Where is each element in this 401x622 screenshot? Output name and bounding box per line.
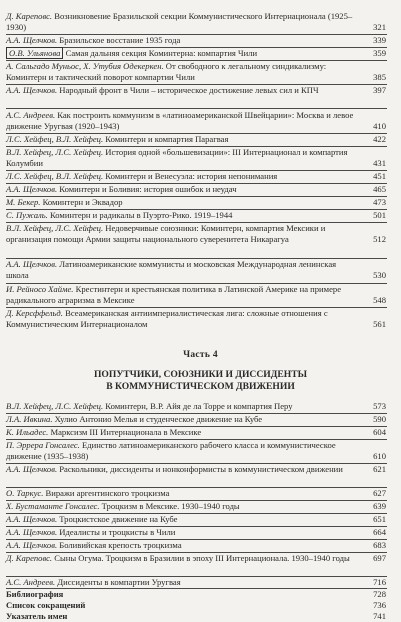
- entry-page: 548: [373, 295, 386, 306]
- toc-entry: [6, 171, 386, 182]
- entry-page: 422: [373, 134, 386, 144]
- entry-page: 573: [373, 401, 386, 411]
- entry-page: 736: [373, 600, 386, 610]
- toc-entry-bibliography: [6, 589, 386, 600]
- entry-title: Коминтерн и Венесуэла: история непонимания: [105, 171, 278, 181]
- entry-author: О.В. Ульянова: [6, 47, 63, 59]
- toc-entry: [6, 197, 386, 208]
- entry-page: 385: [373, 72, 386, 83]
- entry-page: 512: [373, 234, 386, 245]
- entry-author: Л.А. Ивкина.: [6, 414, 53, 424]
- entry-page: 590: [373, 414, 386, 424]
- toc-entry: [6, 223, 386, 245]
- entry-title: Как построить коммунизм в «латиноамериканской Швейцарии»: Москва и левое движение Уругвая (1920–1943): [6, 110, 354, 132]
- entry-title: Идеалисты и троцкисты в Чили: [59, 527, 176, 537]
- toc-entry: [6, 259, 386, 281]
- entry-author: С. Пужаль.: [6, 210, 48, 220]
- entry-author: Л.С. Хейфец, В.Л. Хейфец.: [6, 134, 104, 144]
- entry-author: И. Рейносо Хайме.: [6, 284, 74, 294]
- toc-entry: [6, 147, 386, 169]
- toc-entry: [6, 184, 386, 195]
- entry-title: Коминтерн и компартия Парагвая: [105, 134, 229, 144]
- toc-entry: [6, 553, 386, 564]
- entry-page: 473: [373, 197, 386, 207]
- entry-page: 651: [373, 514, 386, 524]
- toc-entry: [6, 464, 386, 475]
- entry-page: 683: [373, 540, 386, 550]
- toc-entry: [6, 414, 386, 425]
- entry-author: Д. Керсффельд.: [6, 308, 63, 318]
- entry-author: В.Л. Хейфец, Л.С. Хейфец.: [6, 223, 104, 233]
- entry-author: А.С. Андреев.: [6, 577, 56, 587]
- entry-title: Крестинтерн и крестьянская политика в Латинской Америке на примере радикального аграризма в Мексике: [6, 284, 342, 306]
- toc-entry: [6, 401, 386, 412]
- toc-entry: [6, 85, 386, 96]
- entry-title: Бразильское восстание 1935 года: [59, 35, 181, 45]
- entry-page: 728: [373, 589, 386, 599]
- part-title-line2: В КОММУНИСТИЧЕСКОМ ДВИЖЕНИИ: [106, 381, 295, 392]
- toc-entry: [6, 514, 386, 525]
- toc-entry: [6, 308, 386, 330]
- entry-author: В.Л. Хейфец, Л.С. Хейфец.: [6, 147, 104, 157]
- entry-title: Боливийская крепость троцкизма: [59, 540, 182, 550]
- entry-author: А.С. Андреев.: [6, 110, 56, 120]
- toc-entry: [6, 501, 386, 512]
- entry-title: Коминтерн, В.Р. Айя де ла Торре и компартия Перу: [105, 401, 293, 411]
- entry-title: Недоверчивые союзники: Коминтерн, компартия Мексики и организация помощи Армии защиты национального суверенитета Никарагуа: [6, 223, 326, 245]
- entry-page: 610: [373, 451, 386, 462]
- entry-page: 431: [373, 158, 386, 169]
- entry-author: Л.С. Хейфец, В.Л. Хейфец.: [6, 171, 104, 181]
- divider: [6, 108, 387, 109]
- toc-entry: [6, 61, 386, 83]
- toc-entry: [6, 527, 386, 538]
- entry-page: 621: [373, 464, 386, 474]
- entry-author: А.А. Щелчков.: [6, 514, 58, 524]
- entry-title: Диссиденты в компартии Уругвая: [57, 577, 181, 587]
- toc-entry: [6, 440, 386, 462]
- entry-page: 465: [373, 184, 386, 194]
- toc-entry: [6, 540, 386, 551]
- entry-author: А.А. Щелчков.: [6, 259, 58, 269]
- entry-author: А.А. Щелчков.: [6, 85, 58, 95]
- part-heading: Часть 4: [183, 350, 218, 360]
- toc-entry: [6, 488, 386, 499]
- toc-entry-name-index: [6, 611, 386, 622]
- entry-title: Коминтерн и радикалы в Пуэрто-Рико. 1919–1944: [49, 210, 233, 220]
- entry-author: В.Л. Хейфец, Л.С. Хейфец.: [6, 401, 104, 411]
- entry-title: Список сокращений: [6, 600, 86, 610]
- entry-author: К. Ильадес.: [6, 427, 49, 437]
- toc-entry: [6, 48, 386, 59]
- part-title-line1: ПОПУТЧИКИ, СОЮЗНИКИ И ДИССИДЕНТЫ: [93, 369, 308, 380]
- entry-author: Х. Бустаманте Гонсалес.: [6, 501, 100, 511]
- entry-page: 451: [373, 171, 386, 181]
- entry-page: 716: [373, 577, 386, 587]
- entry-page: 501: [373, 210, 386, 220]
- entry-page: 530: [373, 270, 386, 281]
- toc-entry: [6, 284, 386, 306]
- entry-title: Коминтерн и Эквадор: [42, 197, 123, 207]
- entry-title: Народный фронт в Чили – историческое достижение левых сил и КПЧ: [59, 85, 319, 95]
- entry-title: Единство латиноамериканского рабочего класса и коммунистическое движение (1935–1938): [6, 440, 336, 462]
- entry-page: 604: [373, 427, 386, 437]
- entry-page: 639: [373, 501, 386, 511]
- entry-title: Библиография: [6, 589, 64, 599]
- entry-page: 339: [373, 35, 386, 45]
- entry-title: Виражи аргентинского троцкизма: [45, 488, 170, 498]
- entry-title: История одной «большевизации»: III Интернационал и компартия Колумбии: [6, 147, 348, 169]
- entry-page: 664: [373, 527, 386, 537]
- toc-entry: [6, 134, 386, 145]
- entry-page: 321: [373, 22, 386, 33]
- entry-author: М. Бекер.: [6, 197, 41, 207]
- entry-author: О. Таркус.: [6, 488, 44, 498]
- entry-title: Всеамериканская антиимпериалистическая лига: сложные отношения с Коммунистическим Интернационалом: [6, 308, 328, 330]
- entry-title: От свободного к легальному синдикализму: Коминтерн и тактический поворот компартии Чили: [6, 61, 327, 83]
- toc-entry: [6, 577, 386, 588]
- toc-entry: [6, 35, 386, 46]
- entry-author: А. Сальгадо Муньос, Х. Утубия Одекеркен.: [6, 61, 164, 71]
- entry-title: Раскольники, диссиденты и нонконформисты в коммунистическом движении: [59, 464, 343, 474]
- entry-page: 561: [373, 319, 386, 330]
- entry-author: А.А. Щелчков.: [6, 540, 58, 550]
- entry-author: Д. Кареповс.: [6, 11, 53, 21]
- entry-page: 397: [373, 85, 386, 95]
- entry-title: Коминтерн и Боливия: история ошибок и неудач: [59, 184, 237, 194]
- entry-author: А.А. Щелчков.: [6, 527, 58, 537]
- entry-title: Марксизм III Интернационала в Мексике: [50, 427, 202, 437]
- entry-author: А.А. Щелчков.: [6, 464, 58, 474]
- toc-entry: [6, 110, 386, 132]
- entry-title: Возникновение Бразильской секции Коммунистического Интернационала (1925–1930): [6, 11, 353, 33]
- entry-page: 410: [373, 121, 386, 132]
- entry-title: Хулио Антонио Мелья и студенческое движение на Кубе: [54, 414, 263, 424]
- entry-page: 697: [373, 553, 386, 563]
- entry-title: Самая дальняя секция Коминтерна: компартия Чили: [65, 48, 258, 58]
- entry-author: А.А. Щелчков.: [6, 184, 58, 194]
- toc-entry: [6, 210, 386, 221]
- entry-title: Троцкизм в Мексике. 1930–1940 годы: [101, 501, 240, 511]
- entry-title: Троцкистское движение на Кубе: [59, 514, 178, 524]
- entry-title: Указатель имен: [6, 611, 68, 621]
- toc-entry: [6, 11, 386, 33]
- entry-title: Сыны Огума. Троцкизм в Бразилии в эпоху III Интернационала. 1930–1940 годы: [54, 553, 350, 563]
- entry-author: Д. Кареповс.: [6, 553, 53, 563]
- entry-page: 359: [373, 48, 386, 58]
- entry-author: А.А. Щелчков.: [6, 35, 58, 45]
- entry-author: П. Эррера Гонсалес.: [6, 440, 80, 450]
- toc-entry-abbreviations: [6, 600, 386, 611]
- entry-page: 627: [373, 488, 386, 498]
- entry-title: Латиноамериканские коммунисты и московская Международная ленинская школа: [6, 259, 337, 281]
- entry-page: 741: [373, 611, 386, 621]
- toc-entry: [6, 427, 386, 438]
